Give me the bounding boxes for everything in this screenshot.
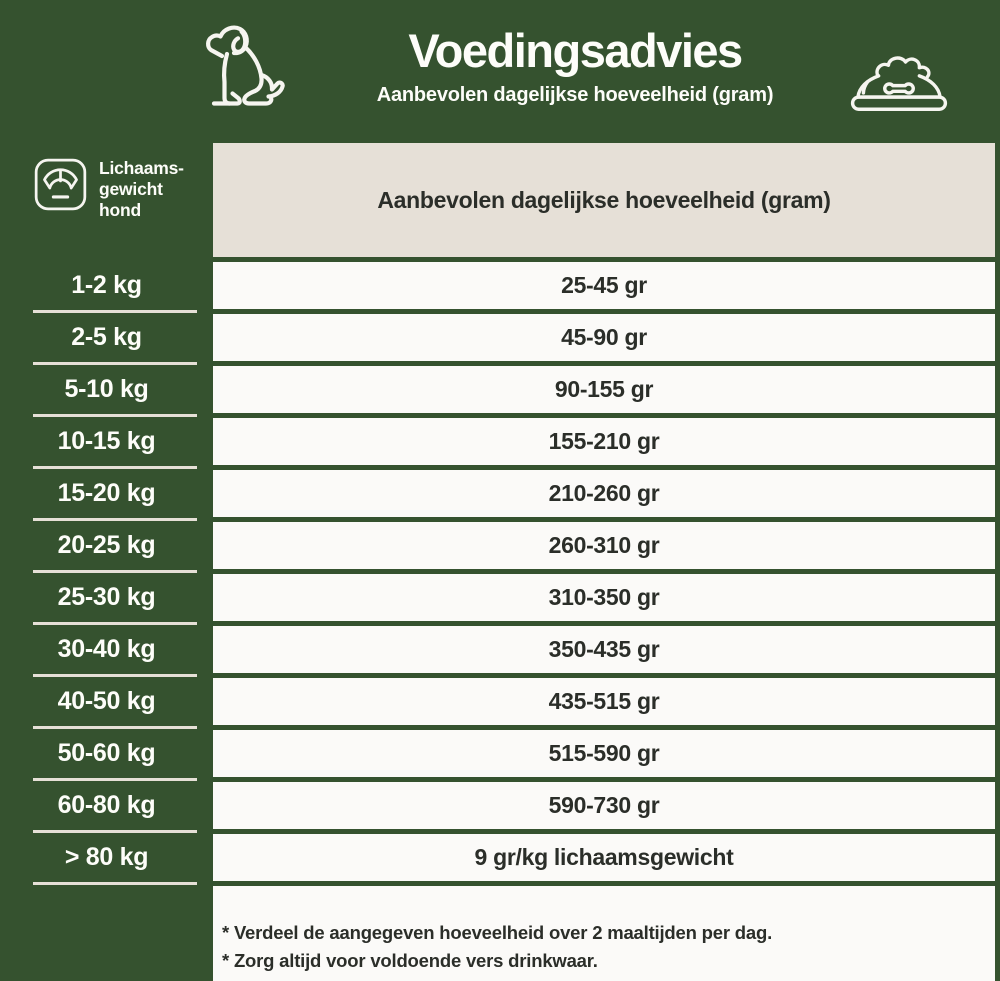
page-subtitle: Aanbevolen dagelijkse hoeveelheid (gram) — [376, 84, 774, 107]
table-row — [0, 314, 1000, 361]
footnote-2: * Zorg altijd voor voldoende vers drinkwaar. — [222, 950, 598, 971]
dog-bowl-icon — [842, 48, 956, 120]
amount-value: 260-310 gr — [548, 532, 660, 558]
amount-value: 350-435 gr — [548, 636, 660, 662]
amount-value: 9 gr/kg lichaamsgewicht — [474, 844, 734, 870]
amount-value: 590-730 gr — [548, 792, 660, 818]
table-row — [0, 834, 1000, 881]
weight-range-label: 1-2 kg — [71, 271, 142, 299]
weight-scale-icon — [32, 156, 89, 213]
poster-header — [0, 0, 1000, 143]
amount-value: 155-210 gr — [548, 428, 660, 454]
weight-range-cell — [0, 366, 213, 413]
weight-range-label: 50-60 kg — [57, 739, 156, 767]
page-title: Voedingsadvies — [408, 24, 742, 77]
weight-range-label: 10-15 kg — [57, 427, 156, 455]
weight-range-cell — [0, 730, 213, 777]
amount-cell — [213, 782, 995, 829]
weight-range-label: 2-5 kg — [71, 323, 142, 351]
amount-cell — [213, 730, 995, 777]
amount-cell — [213, 262, 995, 309]
weight-range-cell — [0, 470, 213, 517]
weight-range-label: > 80 kg — [64, 843, 149, 871]
weight-range-cell — [0, 574, 213, 621]
amount-cell — [213, 470, 995, 517]
weight-range-cell — [0, 678, 213, 725]
amount-cell — [213, 574, 995, 621]
table-row — [0, 626, 1000, 673]
amount-cell — [213, 834, 995, 881]
amount-value: 435-515 gr — [548, 688, 660, 714]
table-row — [0, 366, 1000, 413]
footnotes-panel — [213, 886, 995, 981]
weight-range-label: 25-30 kg — [57, 583, 156, 611]
weight-range-cell — [0, 522, 213, 569]
weight-range-label: 20-25 kg — [57, 531, 156, 559]
table-header-row — [0, 143, 1000, 257]
weight-header-line-1: Lichaams- — [99, 158, 184, 178]
footnote-1: * Verdeel de aangegeven hoeveelheid over 2 maaltijden per dag. — [222, 922, 773, 943]
weight-header-line-2: gewicht — [99, 179, 163, 199]
weight-range-cell — [0, 262, 213, 309]
feeding-table — [0, 143, 1000, 981]
amount-value: 210-260 gr — [548, 480, 660, 506]
table-row — [0, 470, 1000, 517]
amount-value: 45-90 gr — [561, 324, 647, 350]
weight-range-cell — [0, 834, 213, 881]
table-body — [0, 262, 1000, 881]
weight-range-label: 5-10 kg — [64, 375, 149, 403]
weight-range-label: 15-20 kg — [57, 479, 156, 507]
amount-header-cell: Aanbevolen dagelijkse hoeveelheid (gram) — [213, 143, 995, 257]
amount-cell — [213, 522, 995, 569]
table-row — [0, 522, 1000, 569]
weight-range-label: 60-80 kg — [57, 791, 156, 819]
weight-header-cell — [0, 143, 213, 257]
table-row — [0, 730, 1000, 777]
amount-value: 310-350 gr — [548, 584, 660, 610]
amount-value: 90-155 gr — [554, 376, 654, 402]
weight-range-cell — [0, 314, 213, 361]
dog-icon — [196, 20, 290, 120]
amount-cell — [213, 418, 995, 465]
weight-header-line-3: hond — [99, 200, 141, 220]
weight-range-cell — [0, 626, 213, 673]
amount-cell — [213, 314, 995, 361]
weight-header-label — [99, 158, 184, 221]
table-row — [0, 262, 1000, 309]
amount-cell — [213, 626, 995, 673]
table-row — [0, 782, 1000, 829]
weight-range-label: 40-50 kg — [57, 687, 156, 715]
table-row — [0, 678, 1000, 725]
weight-range-cell — [0, 782, 213, 829]
amount-value: 515-590 gr — [548, 740, 660, 766]
amount-cell — [213, 366, 995, 413]
weight-range-label: 30-40 kg — [57, 635, 156, 663]
amount-value: 25-45 gr — [561, 272, 647, 298]
table-row — [0, 574, 1000, 621]
title-block — [330, 26, 820, 107]
table-row — [0, 418, 1000, 465]
amount-cell — [213, 678, 995, 725]
weight-range-cell — [0, 418, 213, 465]
